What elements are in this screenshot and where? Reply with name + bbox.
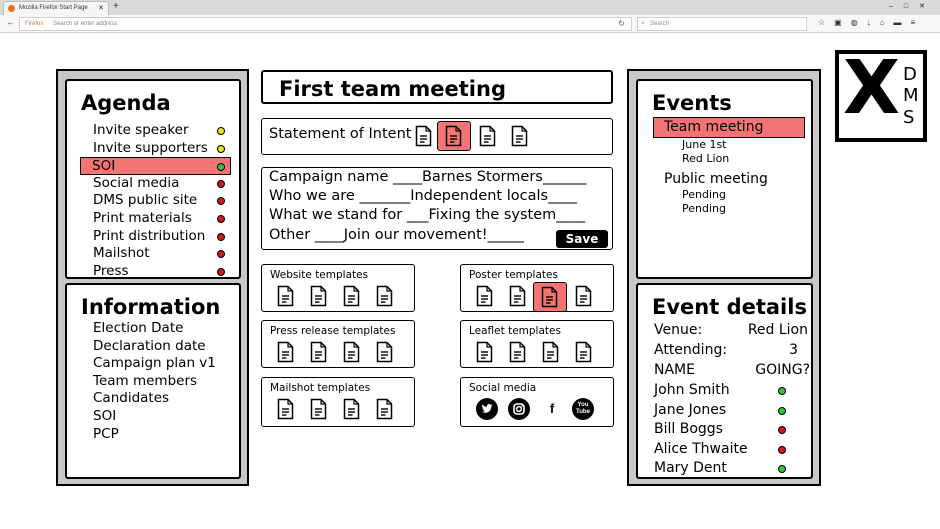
event-details-panel — [636, 283, 813, 479]
poster-templates-box — [460, 264, 614, 312]
information-item[interactable]: SOI — [93, 407, 117, 424]
poster-templates-label: Poster templates — [469, 269, 558, 281]
document-icon[interactable] — [509, 341, 526, 363]
information-item[interactable]: Declaration date — [93, 337, 206, 354]
attendee-name: Alice Thwaite — [654, 440, 748, 457]
venue-value: Red Lion — [747, 322, 808, 338]
press-templates-label: Press release templates — [270, 325, 396, 337]
attendee-row — [654, 420, 810, 440]
information-panel — [65, 283, 241, 479]
attendee-header-row — [654, 361, 810, 381]
document-icon[interactable] — [277, 285, 294, 307]
youtube-label: You Tube — [576, 402, 590, 415]
status-dot-icon — [778, 407, 786, 415]
url-bar[interactable] — [19, 17, 632, 31]
social-media-label: Social media — [469, 382, 537, 394]
status-dot-icon — [217, 250, 225, 258]
agenda-item[interactable] — [93, 122, 231, 140]
facebook-icon[interactable]: f — [549, 401, 555, 416]
document-icon[interactable] — [533, 282, 567, 312]
attendee-row — [654, 401, 810, 421]
attending-label: Attending: — [654, 342, 728, 358]
form-line-other[interactable]: Other ____Join our movement!_____ — [269, 227, 524, 243]
url-placeholder: Search or enter address — [53, 21, 118, 27]
information-title: Information — [81, 295, 221, 319]
status-dot-icon — [217, 127, 225, 135]
window-controls[interactable]: –□✕ — [889, 3, 936, 10]
mailshot-templates-box — [261, 377, 415, 427]
website-templates-label: Website templates — [270, 269, 369, 281]
document-icon[interactable] — [575, 285, 592, 307]
toolbar-icons[interactable]: ☆▣◍↓⌂▬≡ — [818, 18, 925, 27]
document-icon[interactable] — [509, 285, 526, 307]
back-arrow-icon[interactable]: ← — [6, 17, 15, 27]
instagram-icon[interactable] — [508, 398, 530, 420]
agenda-item-label: Print materials — [93, 209, 192, 226]
document-icon[interactable] — [343, 341, 360, 363]
document-icon[interactable] — [343, 398, 360, 420]
mailshot-templates-label: Mailshot templates — [270, 382, 371, 394]
status-dot-icon — [778, 426, 786, 434]
document-icon[interactable] — [479, 125, 496, 147]
agenda-item-label: Social media — [93, 174, 180, 191]
information-list — [93, 320, 216, 443]
agenda-item[interactable] — [93, 210, 231, 228]
status-dot-icon — [217, 268, 225, 276]
logo-x: X — [843, 45, 901, 131]
event-details-title: Event details — [652, 295, 807, 319]
logo-letter-d: D — [903, 64, 917, 85]
press-templates-box — [261, 320, 415, 368]
attendee-name: Bill Boggs — [654, 421, 723, 438]
agenda-item[interactable] — [93, 140, 231, 158]
document-icon[interactable] — [542, 341, 559, 363]
status-dot-icon — [217, 215, 225, 223]
meeting-title: First team meeting — [279, 77, 506, 101]
attendee-name: Jane Jones — [654, 401, 727, 418]
attendee-row — [654, 440, 810, 460]
agenda-item-label: Invite speaker — [93, 122, 189, 138]
venue-label: Venue: — [654, 322, 703, 338]
document-icon[interactable] — [476, 341, 493, 363]
attending-value: 3 — [789, 342, 798, 358]
events-title: Events — [652, 91, 732, 115]
leaflet-templates-label: Leaflet templates — [469, 325, 561, 337]
information-item[interactable]: PCP — [93, 425, 119, 442]
attendee-name: John Smith — [654, 382, 730, 398]
status-dot-icon — [217, 180, 225, 188]
campaign-form — [261, 167, 613, 250]
meeting-title-box — [261, 70, 613, 104]
search-placeholder: Search — [650, 21, 670, 27]
agenda-item[interactable] — [80, 157, 231, 175]
status-dot-icon — [217, 163, 225, 171]
status-dot-icon — [778, 465, 786, 473]
going-header: GOING? — [755, 362, 810, 378]
status-dot-icon — [778, 387, 786, 395]
name-header: NAME — [654, 362, 695, 378]
search-input[interactable] — [637, 17, 807, 31]
event-item[interactable]: Public meeting — [664, 171, 768, 187]
information-item[interactable]: Campaign plan v1 — [93, 355, 216, 372]
left-panel — [56, 69, 249, 486]
leaflet-templates-box — [460, 320, 614, 368]
firefox-icon — [8, 5, 15, 12]
status-dot-icon — [217, 197, 225, 205]
status-dot-icon — [217, 233, 225, 241]
browser-tab[interactable] — [3, 1, 109, 15]
agenda-item[interactable] — [93, 228, 231, 246]
event-detail-line: Pending — [682, 188, 726, 201]
document-icon[interactable] — [476, 285, 493, 307]
attendee-name: Mary Dent — [654, 460, 727, 477]
logo-letter-m: M — [903, 85, 919, 106]
document-icon[interactable] — [415, 125, 432, 147]
venue-row — [654, 321, 810, 341]
agenda-item[interactable] — [93, 192, 231, 210]
youtube-icon[interactable] — [572, 398, 594, 420]
agenda-item[interactable] — [93, 245, 231, 263]
logo-letter-s: S — [903, 107, 915, 128]
information-item[interactable]: Team members — [93, 372, 198, 389]
document-icon[interactable] — [310, 285, 327, 307]
event-detail-line: Red Lion — [682, 152, 730, 165]
tab-title: Mozilla Firefox Start Page — [19, 5, 88, 11]
agenda-item-label: Press — [93, 262, 129, 279]
form-line-stand[interactable]: What we stand for ___Fixing the system____ — [269, 207, 586, 223]
save-button[interactable]: Save — [556, 230, 608, 248]
agenda-list — [93, 122, 231, 280]
browser-nav-bar — [0, 15, 940, 33]
agenda-item-label: Invite supporters — [93, 139, 208, 156]
document-icon[interactable] — [376, 398, 393, 420]
website-templates-box — [261, 264, 415, 312]
twitter-icon[interactable] — [476, 398, 498, 420]
document-icon[interactable] — [277, 398, 294, 420]
information-item[interactable]: Election Date — [93, 320, 184, 336]
statement-box — [261, 118, 613, 155]
form-line-who[interactable]: Who we are _______Independent locals____ — [269, 188, 578, 204]
attendee-list — [654, 381, 810, 479]
document-icon[interactable] — [575, 341, 592, 363]
document-icon[interactable] — [277, 341, 294, 363]
document-icon[interactable] — [310, 398, 327, 420]
event-detail-line: June 1st — [682, 138, 727, 151]
url-brand: Firefox — [25, 21, 44, 27]
document-icon[interactable] — [511, 125, 528, 147]
event-details-body — [654, 321, 810, 479]
agenda-item-label: SOI — [92, 158, 116, 175]
attendee-row — [654, 459, 810, 479]
agenda-item-label: Print distribution — [93, 227, 206, 244]
document-icon[interactable] — [376, 285, 393, 307]
events-panel — [636, 79, 813, 279]
document-icon[interactable] — [310, 341, 327, 363]
agenda-panel — [65, 79, 241, 279]
social-media-box — [460, 377, 614, 427]
document-icon[interactable] — [343, 285, 360, 307]
event-detail-line: Pending — [682, 202, 726, 215]
dms-logo — [835, 45, 927, 142]
attending-row — [654, 341, 810, 361]
agenda-item[interactable] — [93, 175, 231, 193]
statement-label: Statement of Intent — [269, 126, 412, 142]
attendee-row — [654, 381, 810, 401]
reload-icon[interactable]: ↻ — [618, 19, 625, 28]
events-list — [654, 117, 806, 216]
agenda-title: Agenda — [81, 91, 171, 115]
event-item[interactable]: Team meeting — [653, 117, 805, 138]
agenda-item-label: DMS public site — [93, 192, 198, 209]
agenda-item[interactable] — [93, 263, 231, 281]
status-dot-icon — [217, 145, 225, 153]
document-icon[interactable] — [376, 341, 393, 363]
browser-tab-bar — [0, 0, 940, 15]
document-icon[interactable] — [437, 121, 471, 151]
close-tab-icon[interactable]: ✕ — [98, 5, 104, 12]
new-tab-button[interactable]: + — [113, 1, 119, 12]
right-panel — [627, 69, 821, 486]
agenda-item-label: Mailshot — [93, 245, 150, 262]
information-item[interactable]: Candidates — [93, 390, 170, 407]
search-icon: ⌕ — [641, 20, 645, 27]
status-dot-icon — [778, 446, 786, 454]
form-line-campaign[interactable]: Campaign name ____Barnes Stormers______ — [269, 169, 587, 185]
